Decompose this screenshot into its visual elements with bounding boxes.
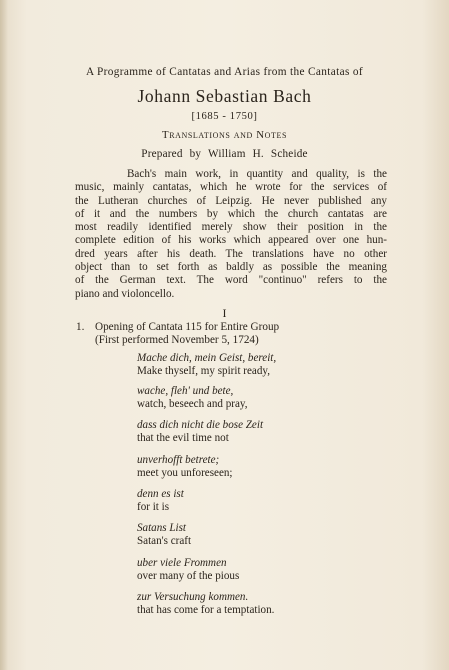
programme-heading: A Programme of Cantatas and Arias from the Cantatas of [85,66,364,78]
verse [137,557,397,584]
verse [137,591,397,618]
verse-english: over many of the pious [137,570,240,583]
verse [137,385,397,412]
verse-english: Make thyself, my spirit ready, [137,365,270,378]
verse [137,454,397,481]
translations-heading: Translations and Notes [162,129,287,141]
verse-english: that has come for a temptation. [137,604,275,617]
intro-line: of it and the numbers by which the church cantatas are [75,207,387,220]
intro-line: of the German text. The word "continuo" refers to the [75,274,387,287]
verse-german: wache, fleh' und bete, [137,385,234,397]
verse-english: for it is [137,501,170,514]
intro-line: music, mainly cantatas, which he wrote for the services of [75,181,387,194]
verse-english: meet you unforeseen; [137,467,233,480]
intro-line: the Lutheran churches of Leipzig. He never published any [75,194,387,207]
intro-line: piano and violoncello. [75,287,175,300]
prepared-by: Prepared by William H. Scheide [141,148,308,160]
item-subtitle: (First performed November 5, 1724) [95,334,259,347]
intro-line: object than to set forth as baldly as possible the meaning [75,261,387,274]
intro-line: dred years after his death. The translations have no other [75,247,387,260]
item-number: 1. [76,321,85,333]
verse [137,419,397,446]
verse-german: Mache dich, mein Geist, bereit, [137,352,277,364]
verse-german: zur Versuchung kommen. [137,591,249,603]
verse [137,488,397,515]
section-numeral: I [222,306,227,320]
verse [137,522,397,549]
item-title: Opening of Cantata 115 for Entire Group [95,321,280,333]
composer-dates: [1685 - 1750] [191,111,258,122]
intro-line: Bach's main work, in quantity and quality, is the [127,168,387,180]
verse-german: unverhofft betrete; [137,454,220,466]
verse [137,352,397,379]
item-heading [76,321,396,348]
intro-line: complete edition of his works which appeared over one hun- [75,234,387,247]
verse-english: watch, beseech and pray, [137,398,248,411]
composer-name: Johann Sebastian Bach [137,86,312,106]
verse-german: uber viele Frommen [137,557,227,569]
verse-german: Satans List [137,522,187,534]
verse-english: Satan's craft [137,535,192,548]
verse-english: that the evil time not [137,432,229,445]
intro-paragraph [75,168,387,301]
verse-german: denn es ist [137,488,184,500]
verse-german: dass dich nicht die bose Zeit [137,419,264,431]
intro-line: most readily identified merely show their position in the [75,221,387,234]
